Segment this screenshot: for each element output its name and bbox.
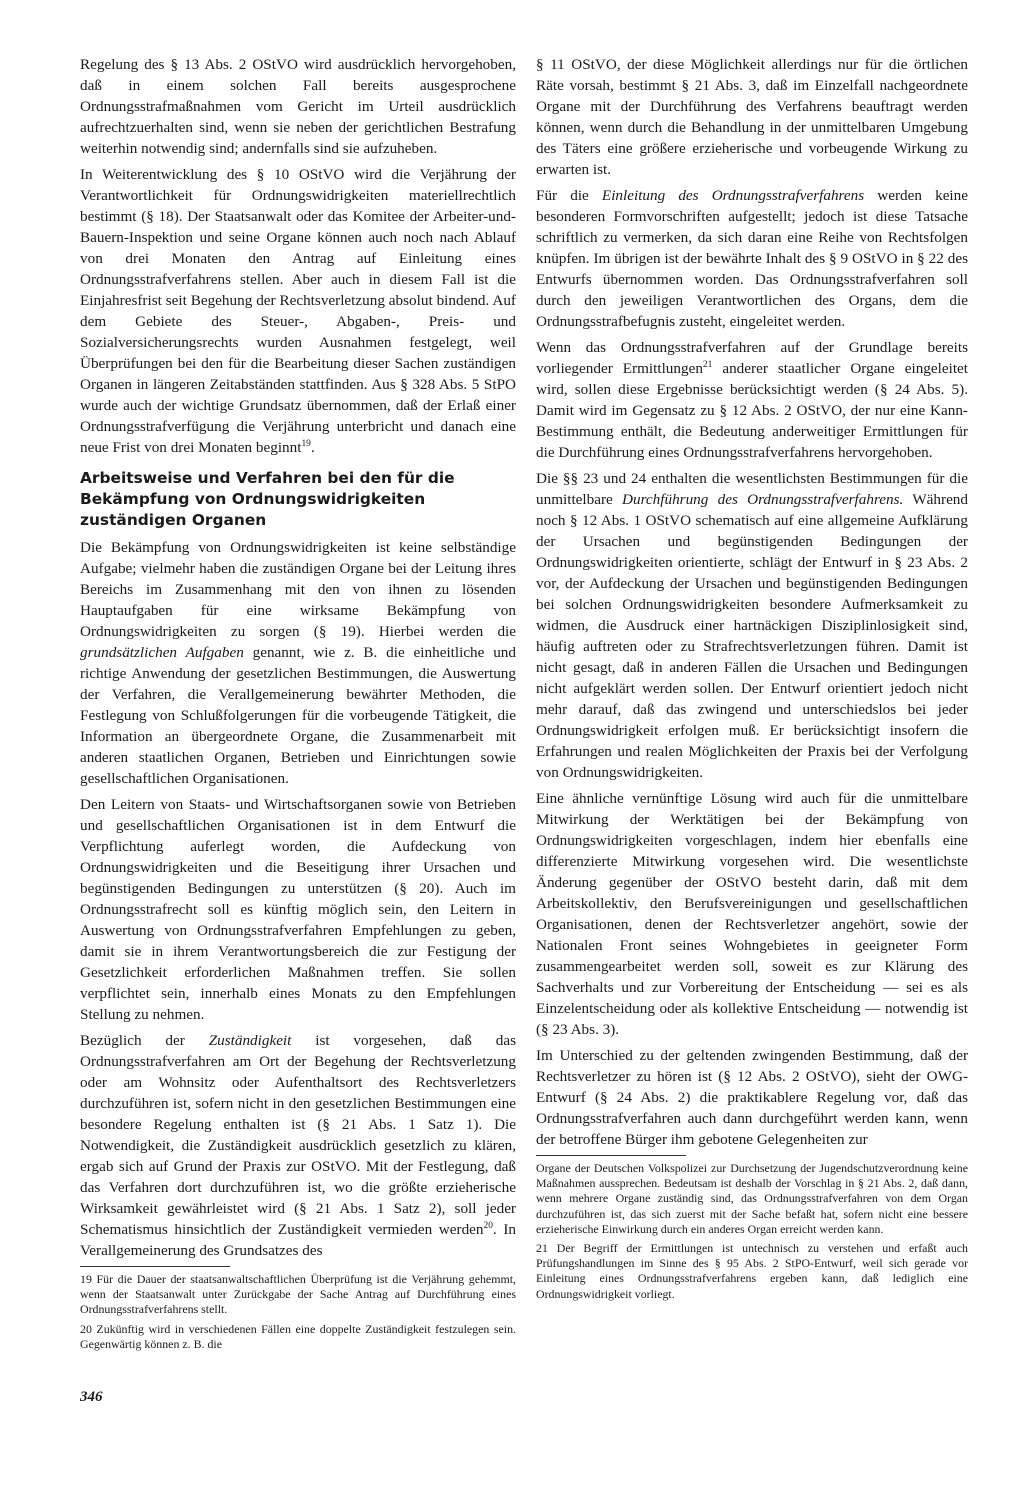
left-column (80, 54, 516, 1356)
paragraph-text: Für die (536, 187, 602, 204)
footnote-ref: 19 (301, 438, 311, 449)
paragraph-text: § 11 OStVO, der diese Möglichkeit allerdings nur für die örtlichen Räte vorsah, bestimmt § 21 Abs. 3, daß im Einzelfall nachgeordnete Organe mit der Durchführung des Verfahrens beauftragt werden können, wenn durch die Behandlung in der unmittelbaren Umgebung des Täters eine größere erzieherische und vorbeugende Wirkung zu erwarten ist. (536, 56, 968, 178)
paragraph-text: Den Leitern von Staats- und Wirtschaftsorganen sowie von Betrieben und gesellschaftlichen Organisationen ist in dem Entwurf die Verpflichtung auferlegt worden, die Aufdeckung von Ordnungswidrigkeiten und die Beseitigung ihrer Ursachen und begünstigenden Bedingungen zu unterstützen (§ 20). Auch im Ordnungsstrafrecht soll es künftig möglich sein, den Leitern in Auswertung von Ordnungsstrafverfahren Empfehlungen zu geben, damit sie in ihrem Verantwortungsbereich die zur Festigung der Gesetzlichkeit erforderlichen Maßnahmen treffen. Sie sollen verpflichtet sein, innerhalb eines Monats zu den Empfehlungen Stellung zu nehmen. (80, 796, 516, 1023)
paragraph-text: In Weiterentwicklung des § 10 OStVO wird die Verjährung der Verantwortlichkeit für Ordnungswidrigkeiten materiellrechtlich bestimmt (§ 18). Der Staatsanwalt oder das Komitee der Arbeiter-und-Bauern-Inspektion und seine Organe können auch noch nach Ablauf von drei Monaten den Antrag auf Einleitung eines Ordnungsstrafverfahrens stellen. Aber auch in diesem Fall ist die Einjahresfrist seit Begehung der Rechtsverletzung absolut bindend. Auf dem Gebiete des Steuer-, Abgaben-, Preis- und Sozialversicherungsrechts wurden Ausnahmen festgelegt, weil Überprüfungen bei den für die Bearbeitung dieser Sachen zuständigen Organen in längeren Zeitabständen stattfinden. Aus § 328 Abs. 5 StPO wurde auch der wichtige Grundsatz übernommen, daß der Erlaß einer Ordnungsstrafverfügung die Verjährung unterbricht und danach eine neue Frist von drei Monaten beginnt (80, 166, 516, 456)
paragraph (80, 1030, 516, 1261)
paragraph-text: ist vorgesehen, daß das Ordnungsstrafverfahren am Ort der Begehung der Rechtsverletzung oder am Wohnsitz oder Aufenthaltsort des Rechtsverletzers durchzuführen ist, sofern nicht in den gesetzlichen Bestimmungen eine besondere Regelung enthalten ist (§ 21 Abs. 1 Satz 1). Die Notwendigkeit, die Zuständigkeit ausdrücklich gesetzlich zu klären, ergab sich auf Grund der Praxis zur OStVO. Mit der Festlegung, daß das Verfahren dort durchzuführen ist, wo die größte erzieherische Wirksamkeit gewährleistet wird (§ 21 Abs. 1 Satz 2), soll jeder Schematismus hinsichtlich der Zuständigkeit vermieden werden (80, 1032, 516, 1238)
paragraph (536, 185, 968, 332)
footnote-divider (80, 1266, 230, 1267)
emphasis: Durchführung des Ordnungsstrafverfahrens. (622, 491, 904, 508)
paragraph-text: Bezüglich der (80, 1032, 209, 1049)
footnote-20: 20 Zukünftig wird in verschiedenen Fällen eine doppelte Zuständigkeit festzulegen sein. Gegenwärtig können z. B. die (80, 1321, 516, 1351)
paragraph-text: genannt, wie z. B. die einheitliche und richtige Anwendung der gesetzlichen Bestimmungen, die Auswertung der Verfahren, die Verallgemeinerung bewährter Methoden, die Festlegung von Schlußfolgerungen für die vorbeugende Tätigkeit, die Information an übergeordnete Organe, die Zusammenarbeit mit anderen staatlichen Organen, Betrieben und Einrichtungen sowie gesellschaftlichen Organisationen. (80, 644, 516, 787)
paragraph-text: anderer staatlicher Organe eingeleitet wird, sollen diese Ergebnisse berücksichtigt werden (§ 24 Abs. 5). Damit wird im Gegensatz zu § 12 Abs. 2 OStVO, der nur eine Kann-Bestimmung enthält, die Bedeutung anderweitiger Ermittlungen für die Durchführung eines Ordnungsstrafverfahrens hervorgehoben. (536, 360, 969, 461)
paragraph (536, 1045, 968, 1150)
paragraph (80, 54, 516, 159)
paragraph-text: Die Bekämpfung von Ordnungswidrigkeiten ist keine selbständige Aufgabe; vielmehr haben die zuständigen Organe bei der Leitung ihres Bereichs im Zusammenhang mit den von ihnen zu lösenden Hauptaufgaben für eine wirksame Bekämpfung von Ordnungswidrigkeiten zu sorgen (§ 19). Hierbei werden die (80, 539, 516, 640)
paragraph-text: Während noch § 12 Abs. 1 OStVO schematisch auf eine allgemeine Aufklärung der Ursachen und begünstigenden Bedingungen der Ordnungswidrigkeiten orientierte, schlägt der Entwurf in § 23 Abs. 2 vor, der Aufdeckung der Ursachen und begünstigenden Bedingungen bei solchen Ordnungswidrigkeiten besondere Aufmerksamkeit zu widmen, die Ausdruck einer hartnäckigen Disziplinlosigkeit sind, häufig auftreten oder zu Strafrechtsverletzungen führen. Damit ist nicht gesagt, daß in anderen Fällen die Ursachen und Bedingungen nicht aufgeklärt werden sollen. Der Entwurf orientiert jedoch nicht mehr darauf, daß das zwingend und unterschiedslos bei jeder Ordnungswidrigkeit erfolgen muß. Er berücksichtigt insofern die Erfahrungen und realen Möglichkeiten der Praxis bei der Verfolgung von Ordnungswidrigkeiten. (536, 491, 968, 781)
footnote-ref: 20 (483, 1220, 493, 1231)
paragraph-text: Im Unterschied zu der geltenden zwingenden Bestimmung, daß der Rechtsverletzer zu hören ist (§ 12 Abs. 2 OStVO), sieht der OWG-Entwurf (§ 24 Abs. 2) die praktikablere Regelung vor, daß das Ordnungsstrafverfahren auch dann durchgeführt werden kann, wenn der betroffene Bürger ihm gebotene Gelegenheiten zur (536, 1047, 968, 1148)
paragraph (536, 54, 968, 180)
paragraph-text: werden keine besonderen Formvorschriften aufgestellt; jedoch ist diese Tatsache schriftlich zu vermerken, da sich daran eine Reihe von Rechtsfolgen knüpfen. Im übrigen ist der bewährte Inhalt des § 9 OStVO in § 22 des Entwurfs übernommen worden. Das Ordnungsstrafverfahren soll durch den jeweiligen Verantwortlichen des Organs, dem die Ordnungsstrafbefugnis zusteht, eingeleitet werden. (536, 187, 968, 330)
footnote-21: 21 Der Begriff der Ermittlungen ist untechnisch zu verstehen und erfaßt auch Prüfungshandlungen im Sinne des § 95 Abs. 2 StPO-Entwurf, weil sich gerade vor Einleitung eines Ordnungsstrafverfahrens ergeben kann, daß lediglich eine Ordnungswidrigkeit vorliegt. (536, 1241, 968, 1301)
paragraph-text: Die §§ 23 und 24 enthalten die wesentlichsten Bestimmungen für die unmittelbare (536, 470, 968, 508)
paragraph: In Weiterentwicklung des § 10 OStVO wird die Verjährung der Verantwortlichkeit für Ordnungswidrigkeiten materiellrechtlich bestimmt (§ 18). Der Staatsanwalt oder das Komitee der Arbeiter-und-Bauern-Inspektion und seine Organe können auch noch nach Ablauf von drei Monaten den Antrag auf Einleitung eines Ordnungsstrafverfahrens stellen. Aber auch in diesem Fall ist die Einjahresfrist seit Begehung der Rechtsverletzung absolut bindend. Auf dem Gebiete des Steuer-, Abgaben-, Preis- und Sozialversicherungsrechts wurden Ausnahmen festgelegt, weil Überprüfungen bei den für die Bearbeitung dieser Sachen zuständigen Organen in längeren Zeitabständen stattfinden. Aus § 328 Abs. 5 StPO wurde auch der wichtige Grundsatz übernommen, daß der Erlaß einer Ordnungsstrafverfügung die Verjährung unterbricht und danach eine neue Frist von drei Monaten beginnt$^{19}$. (80, 166, 516, 456)
emphasis: Einleitung des Ordnungsstrafverfahrens (601, 187, 865, 204)
paragraph (80, 794, 516, 1025)
footnote-20-continued: Organe der Deutschen Volkspolizei zur Durchsetzung der Jugendschutzverordnung keine Maßnahmen aussprechen. Bedeutsam ist deshalb der Vorschlag in § 21 Abs. 2, daß dann, wenn mehrere Organe zuständig sind, das Ordnungsstrafverfahren von dem Organ durchzuführen ist, das sich zuerst mit der Sache befaßt hat, sofern nicht eine bessere erzieherische Einwirkung durch ein anderes Organ erreicht werden kann. (536, 1161, 968, 1236)
footnote-ref: 21 (702, 359, 713, 370)
emphasis: Zuständigkeit (208, 1032, 292, 1049)
paragraph-text: Regelung des § 13 Abs. 2 OStVO wird ausdrücklich hervorgehoben, daß in einem solchen Fall bereits ausgesprochene Ordnungsstrafmaßnahmen vom Gericht im Urteil ausdrücklich aufrechtzuerhalten sind, wenn sie neben der gerichtlichen Bestrafung weiterhin notwendig sind; andernfalls sind sie aufzuheben. (80, 56, 516, 157)
paragraph (536, 337, 968, 463)
footnote-divider (536, 1155, 686, 1156)
paragraph-text: Wenn das Ordnungsstrafverfahren auf der Grundlage bereits vorliegender Ermittlungen (536, 339, 968, 377)
footnote-19: 19 Für die Dauer der staatsanwaltschaftlichen Überprüfung ist die Verjährung gehemmt, wenn der Staatsanwalt unter Zurückgabe der Sache Antrag auf Durchführung eines Ordnungsstrafverfahrens stellt. (80, 1272, 516, 1317)
section-heading: Arbeitsweise und Verfahren bei den für die Bekämpfung von Ordnungswidrigkeiten zuständigen Organen (80, 469, 455, 529)
paragraph (536, 468, 968, 783)
paragraph (80, 537, 516, 789)
paragraph-text: . In Verallgemeinerung des Grundsatzes des (80, 1221, 516, 1259)
emphasis: grundsätzlichen Aufgaben (80, 644, 244, 661)
paragraph (536, 788, 968, 1040)
right-column (536, 54, 968, 1306)
page-number: 346 (80, 1389, 103, 1405)
paragraph-text: Eine ähnliche vernünftige Lösung wird auch für die unmittelbare Mitwirkung der Werktätigen bei der Bekämpfung von Ordnungswidrigkeiten vorgeschlagen, indem hier ebenfalls eine differenzierte Mitwirkung vorgesehen wird. Die wesentlichste Änderung gegenüber der OStVO besteht darin, daß mit dem Arbeitskollektiv, den Berufsvereinigungen und gesellschaftlichen Organisationen, denen der Rechtsverletzer angehört, sowie der Nationalen Front seines Wohngebietes in geeigneter Form zusammengearbeitet werden soll, soweit es zur Klärung des Sachverhalts und zur Vorbereitung der Entscheidung — sei es als Einzelentscheidung oder als kollektive Entscheidung — notwendig ist (§ 23 Abs. 3). (536, 790, 968, 1038)
